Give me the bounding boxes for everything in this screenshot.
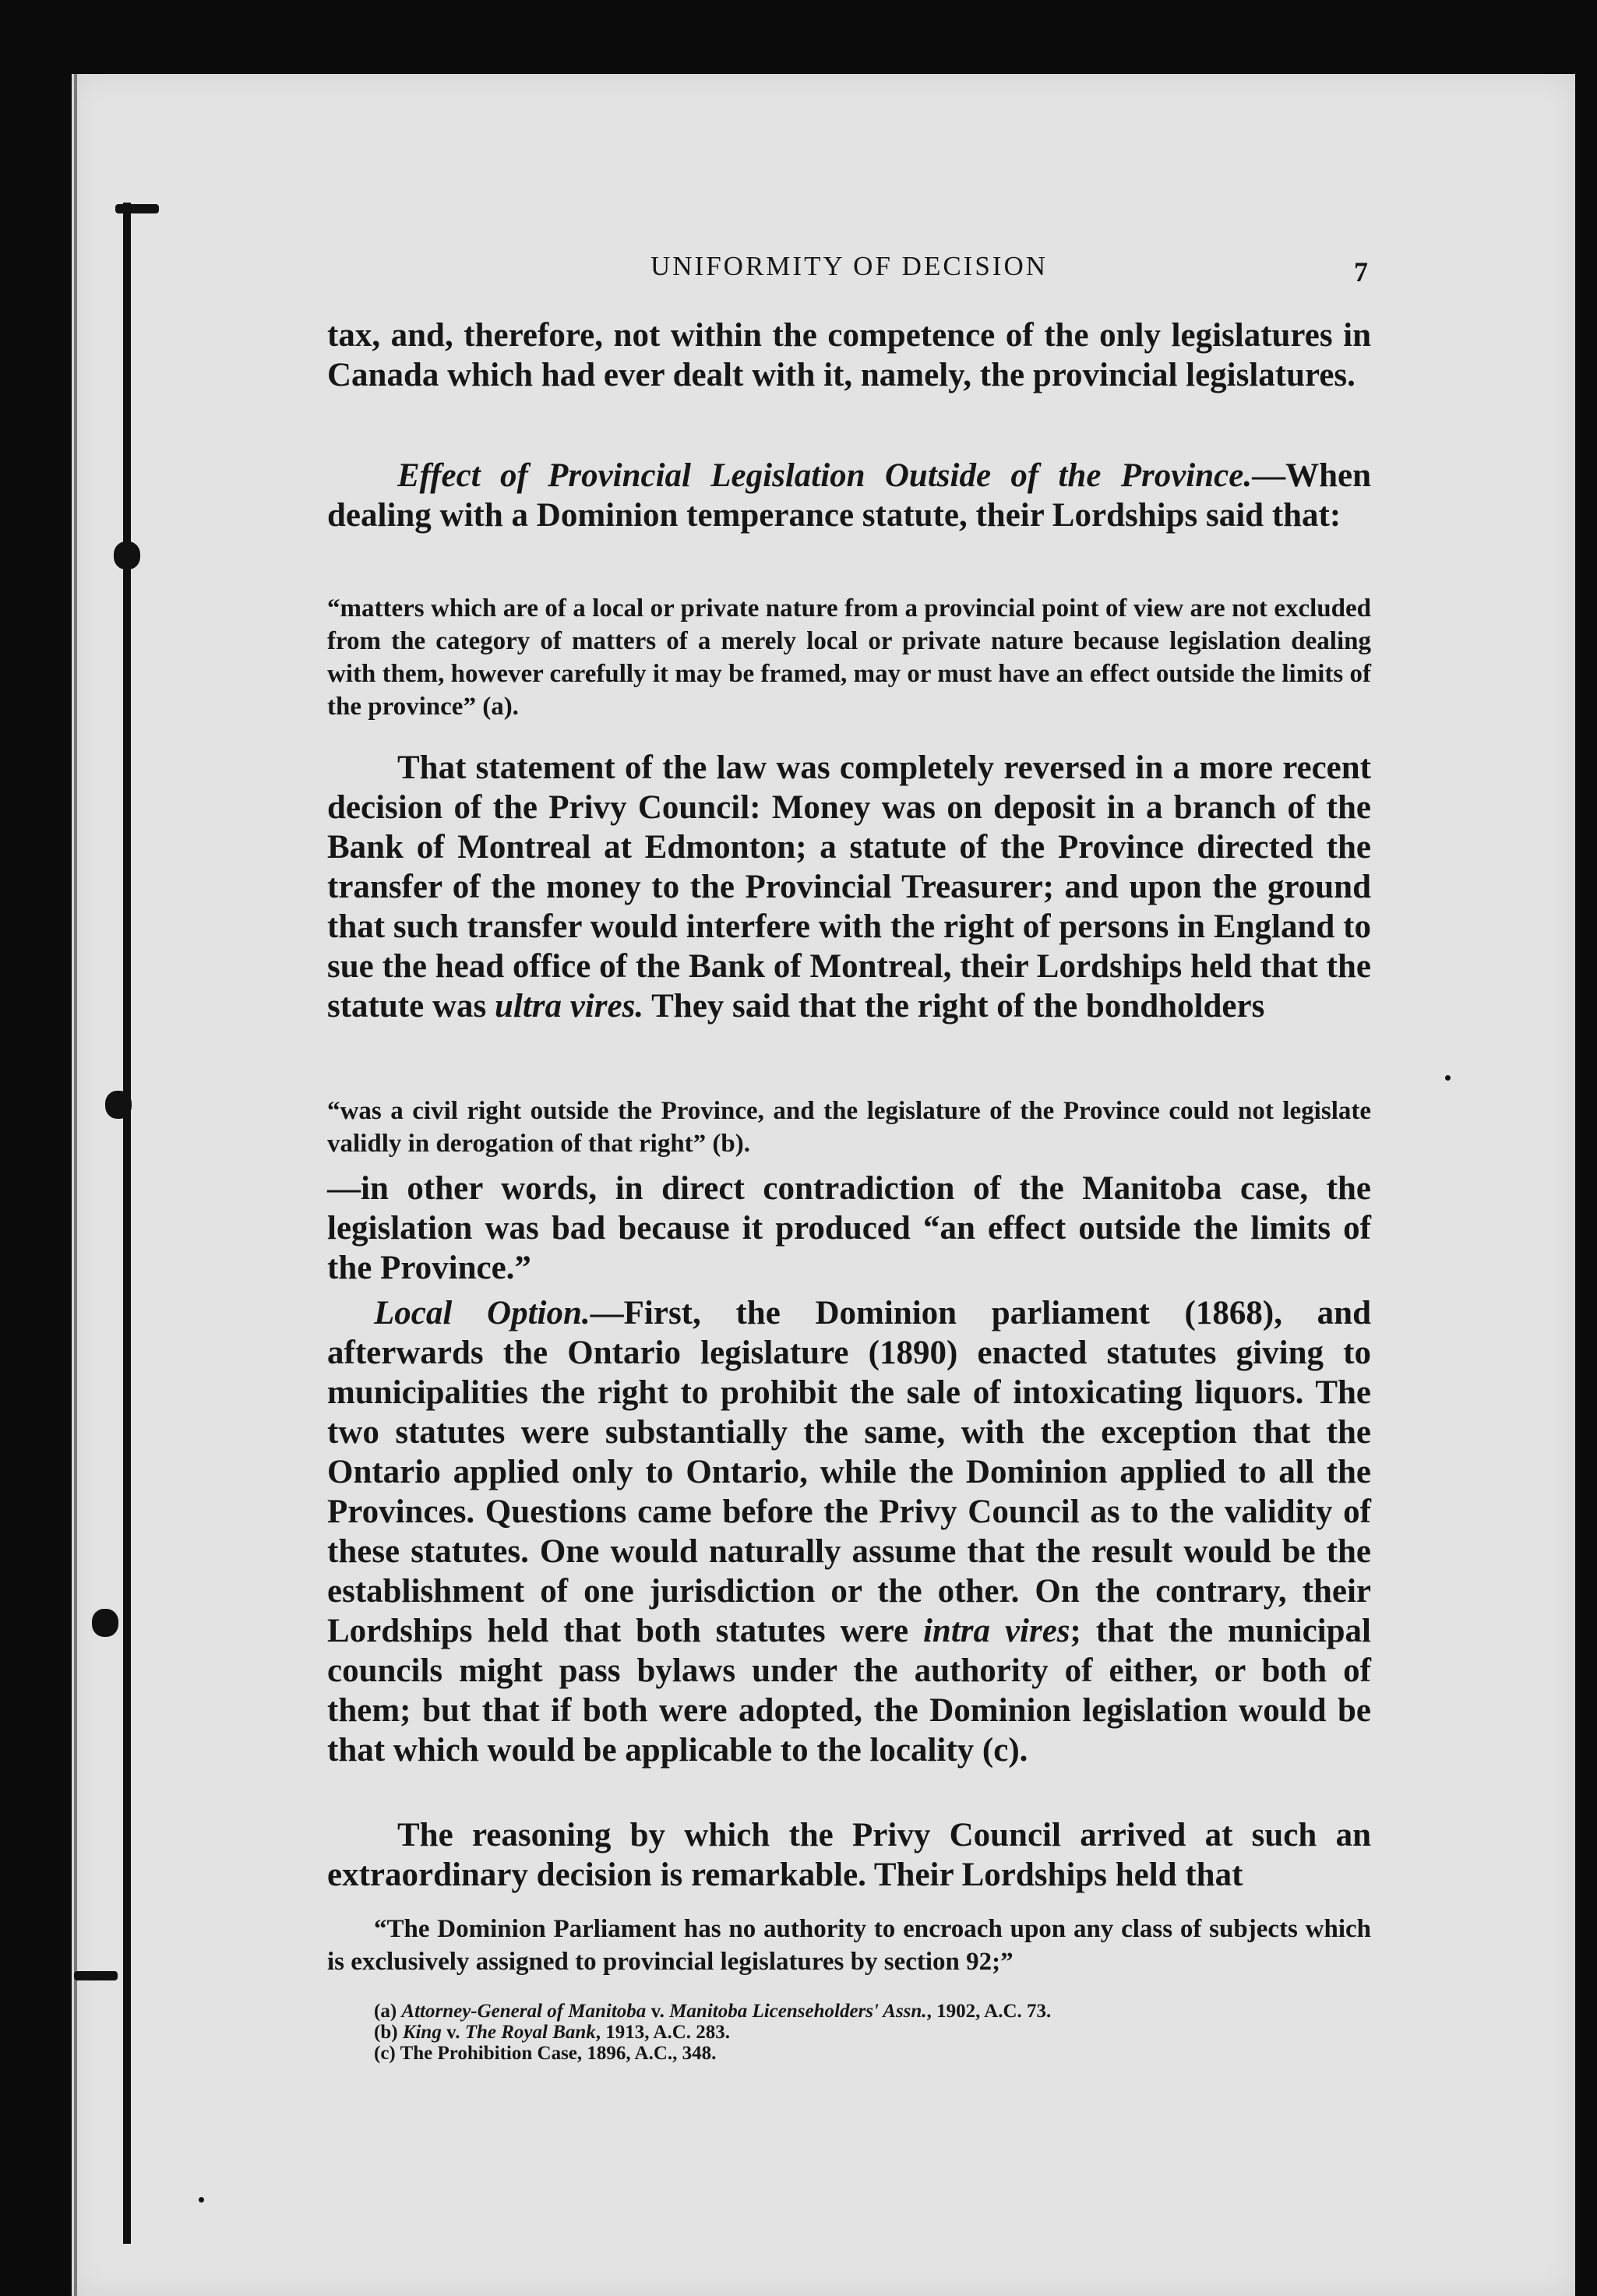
block-quote-2: “was a civil right outside the Province, and the legislature of the Province could not legislate validly in derogation of that right” (b). [327,1097,1371,1158]
binding-knot [105,1091,132,1119]
paragraph-1: tax, and, therefore, not within the competence of the only legislatures in Canada which had ever dealt with it, namely, the provincial legislatures. [327,317,1371,393]
binding-thread [123,203,131,2244]
block-quote-1: “matters which are of a local or private nature from a provincial point of view are not excluded from the category of matters of a merely local or private nature because legislation dealing with them, however carefully it may be framed, may or must have an effect outside the limits of the province” (a). [327,594,1371,721]
paragraph-6: The reasoning by which the Privy Council arrived at such an extraordinary decision is remarkable. Their Lordships held that [327,1817,1371,1893]
footnotes [374,2001,1418,2064]
speck [1445,1075,1451,1081]
section-heading: Local Option. [374,1295,591,1331]
footnote-c: (c) The Prohibition Case, 1896, A.C., 348. [374,2043,717,2064]
footnote-a: (a) Attorney-General of Manitoba v. Manitoba Licenseholders' Assn., 1902, A.C. 73. [374,2001,1052,2022]
running-head: UNIFORMITY OF DECISION [650,251,1048,281]
page-number: 7 [1354,256,1368,287]
paragraph-5: Local Option.—First, the Dominion parliament (1868), and afterwards the Ontario legislature (1890) enacted statutes giving to municipalities the right to prohibit the sale of intoxicating liquors. The two statutes were substantially the same, with the exception that the Ontario applied only to Ontario, while the Dominion applied to all the Provinces. Questions came before the Privy Council as to the validity of these statutes. One would naturally assume that the result would be the establishment of one jurisdiction or the other. On the contrary, their Lordships held that both statutes were intra vires; that the municipal councils might pass bylaws under the authority of either, or both of them; but that if both were adopted, the Dominion legislation would be that which would be applicable to the locality (c). [327,1295,1371,1769]
paragraph-3: That statement of the law was completely reversed in a more recent decision of the Privy Council: Money was on deposit in a branch of the Bank of Montreal at Edmonton; a statute of the Province directed the transfer of the money to the Provincial Treasurer; and upon the ground that such transfer would interfere with the right of persons in England to sue the head office of the Bank of Montreal, their Lordships held that the statute was ultra vires. They said that the right of the bondholders [327,749,1371,1025]
paragraph-4: —in other words, in direct contradiction of the Manitoba case, the legislation was bad because it produced “an effect outside the limits of the Province.” [327,1170,1371,1286]
speck [199,2197,204,2203]
footnote-b: (b) King v. The Royal Bank, 1913, A.C. 283. [374,2022,731,2043]
binding-knot [92,1609,118,1637]
paragraph-2: Effect of Provincial Legislation Outside of the Province.—When dealing with a Dominion temperance statute, their Lordships said that: [327,457,1371,534]
binding-tick [74,1971,118,1980]
binding-knot [114,541,140,570]
block-quote-3: “The Dominion Parliament has no authority to encroach upon any class of subjects which is exclusively assigned to provincial legislatures by section 92;” [327,1915,1371,1976]
binding-tick [115,204,159,213]
section-heading: Effect of Provincial Legislation Outside of the Province. [397,457,1253,494]
page-edge [74,74,77,2296]
